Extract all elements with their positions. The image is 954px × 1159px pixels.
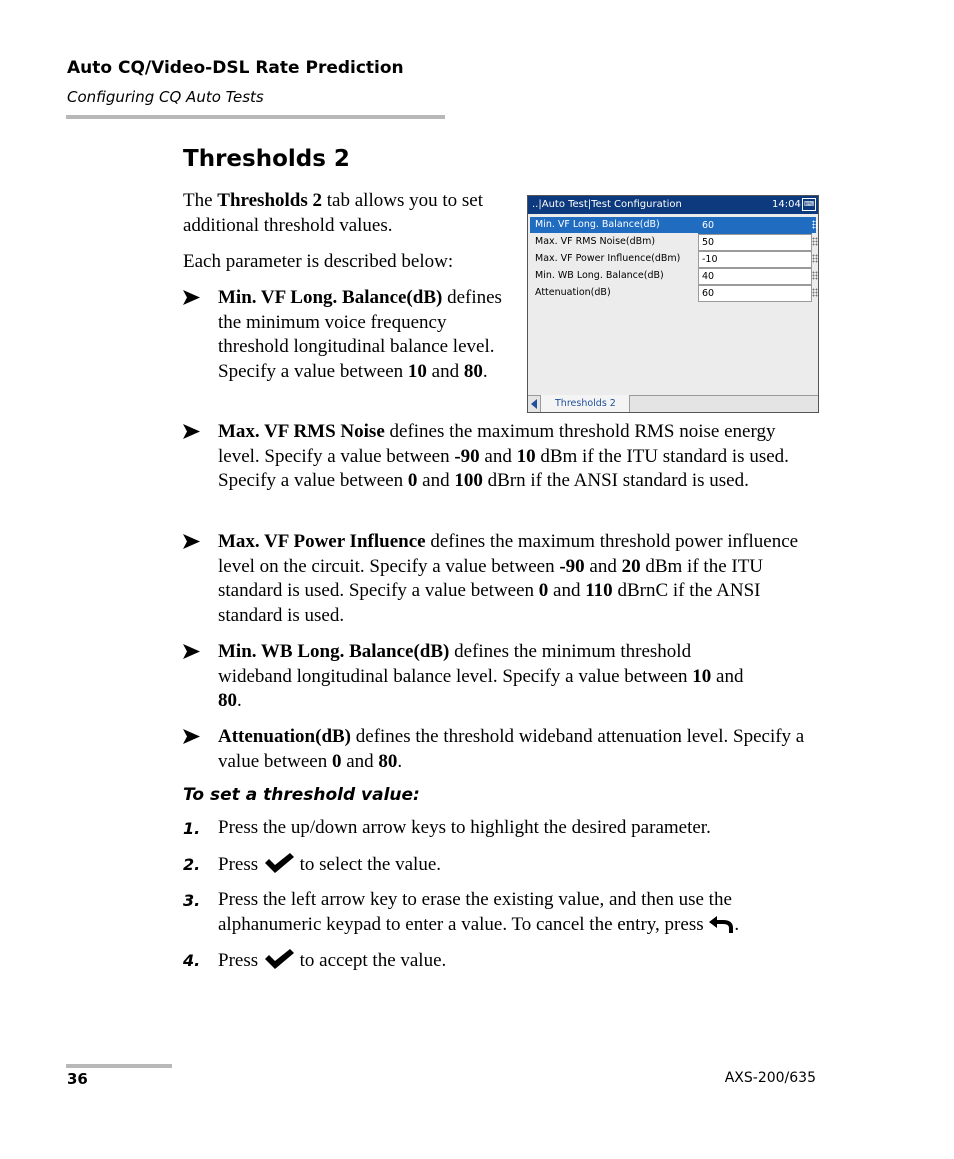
bullet-term: Min. WB Long. Balance(dB) [218,641,450,662]
bullet-arrow-icon [183,644,200,659]
bullet-text: dBm if the ITU standard is used. Specify a value between [218,445,789,491]
header-rule [66,115,445,119]
param-row-min-vf-long-balance[interactable] [530,217,816,233]
bullet-arrow-icon [183,534,200,549]
step-text-end: . [734,913,740,935]
bullet-value: 80 [463,360,483,382]
bullet-text: . [482,360,488,382]
param-row-attenuation[interactable] [530,285,816,301]
step-text: Press [218,854,263,875]
bullet-text: dBm if the ITU standard is used. Specify a value between [218,555,764,601]
param-value-field[interactable] [698,268,812,285]
footer-rule [66,1064,172,1068]
bullet-text: defines the maximum threshold RMS noise energy level. Specify a value between [218,421,776,467]
bullet-text: dBrn if the ANSI standard is used. [482,470,749,491]
each-parameter-text: Each parameter is described below: [183,251,454,272]
bullet-value: 100 [454,470,483,491]
step-text: Press the up/down arrow keys to highlight the desired parameter. [218,817,711,838]
param-value-field[interactable] [698,285,812,302]
bullet-text: . [397,750,403,772]
procedure-title: To set a threshold value: [183,785,420,805]
bullet-value: 0 [407,470,418,491]
bullet-text: and [417,470,455,491]
param-value-field[interactable] [698,251,812,268]
tab-label: Thresholds 2 [555,398,616,409]
tab-thresholds-2[interactable] [540,395,630,413]
param-label: Max. VF RMS Noise(dBm) [535,236,656,247]
intro-paragraph [183,189,518,238]
device-screenshot [527,195,819,413]
bullet-value: 10 [407,360,427,382]
bullet-text: dBrnC if the ANSI standard is used. [218,580,761,626]
param-label: Min. WB Long. Balance(dB) [535,270,664,281]
bullet-text: defines the minimum voice frequency threshold longitudinal balance level. Specify a value between [218,287,502,382]
bullet-text: and [711,665,744,687]
screenshot-title-bar [528,196,818,214]
param-row-min-wb-long-balance[interactable] [530,268,816,284]
product-model: AXS-200/635 [724,1070,816,1086]
screenshot-breadcrumb[interactable]: ..|Auto Test|Test Configuration [532,199,682,210]
section-title: Thresholds 2 [183,146,350,172]
bullet-text: defines the minimum threshold wideband longitudinal balance level. Specify a value between [218,641,693,687]
intro-text-end: tab allows you to set additional threshold values. [183,190,483,236]
param-label: Min. VF Long. Balance(dB) [535,219,660,230]
keypad-icon[interactable] [812,220,818,229]
step-number: 2. [183,855,201,874]
running-header-title: Auto CQ/Video-DSL Rate Prediction [67,58,404,78]
keypad-icon[interactable] [812,237,818,246]
back-arrow-icon [708,916,734,934]
keypad-icon[interactable] [812,271,818,280]
bullet-value: 0 [538,580,549,601]
param-label: Attenuation(dB) [535,287,611,298]
keyboard-icon[interactable]: ⌨ [802,198,816,211]
keypad-icon[interactable] [812,288,818,297]
bullet-value: -90 [454,445,480,467]
intro-text: The [183,190,218,211]
param-row-max-vf-power-influence[interactable] [530,251,816,267]
bullet-value: 0 [331,750,342,772]
param-value: 60 [702,220,715,231]
param-value: 50 [702,237,715,248]
screenshot-tab-bar [528,395,818,413]
bullet-arrow-icon [183,424,200,439]
bullet-text: defines the threshold wideband attenuation level. Specify a value between [218,726,805,772]
param-value-field[interactable] [698,234,812,251]
bullet-value: 80 [378,750,398,772]
step-number: 4. [183,951,201,970]
bullet-text: and [584,555,622,577]
param-label: Max. VF Power Influence(dBm) [535,253,681,264]
screenshot-clock: 14:04 [772,199,801,210]
bullet-term: Min. VF Long. Balance(dB) [218,287,443,308]
tab-scroll-left-icon[interactable] [531,399,537,409]
bullet-value: 10 [692,665,712,687]
step-text-end: to accept the value. [294,950,447,971]
intro-bold: Thresholds 2 [217,190,323,211]
bullet-arrow-icon [183,729,200,744]
param-value: -10 [702,254,718,265]
keypad-icon[interactable] [812,254,818,263]
bullet-value: 80 [218,690,237,711]
bullet-text: . [237,690,242,711]
param-value-field[interactable] [698,217,812,234]
checkmark-icon [263,948,295,970]
bullet-value: 110 [585,580,613,601]
bullet-term: Attenuation(dB) [218,726,352,747]
checkmark-icon [263,852,295,874]
bullet-text: and [426,360,464,382]
bullet-value: -90 [559,555,585,577]
param-row-max-vf-rms-noise[interactable] [530,234,816,250]
step-text: Press the left arrow key to erase the existing value, and then use the alphanumeric keypad to enter a value. To cancel the entry, press [218,889,732,935]
bullet-value: 10 [516,445,536,467]
step-number: 3. [183,891,201,910]
param-value: 40 [702,271,715,282]
running-header-subtitle: Configuring CQ Auto Tests [67,88,264,106]
bullet-arrow-icon [183,290,200,305]
page-number: 36 [67,1070,88,1088]
bullet-text: and [548,580,586,601]
bullet-term: Max. VF RMS Noise [218,421,385,442]
bullet-text: and [341,750,379,772]
bullet-term: Max. VF Power Influence [218,531,426,552]
bullet-text: defines the maximum threshold power influence level on the circuit. Specify a value between [218,531,799,577]
step-text: Press [218,950,263,971]
step-number: 1. [183,819,201,838]
step-text-end: to select the value. [294,854,442,875]
bullet-value: 20 [621,555,641,577]
param-value: 60 [702,288,715,299]
bullet-text: and [479,445,517,467]
